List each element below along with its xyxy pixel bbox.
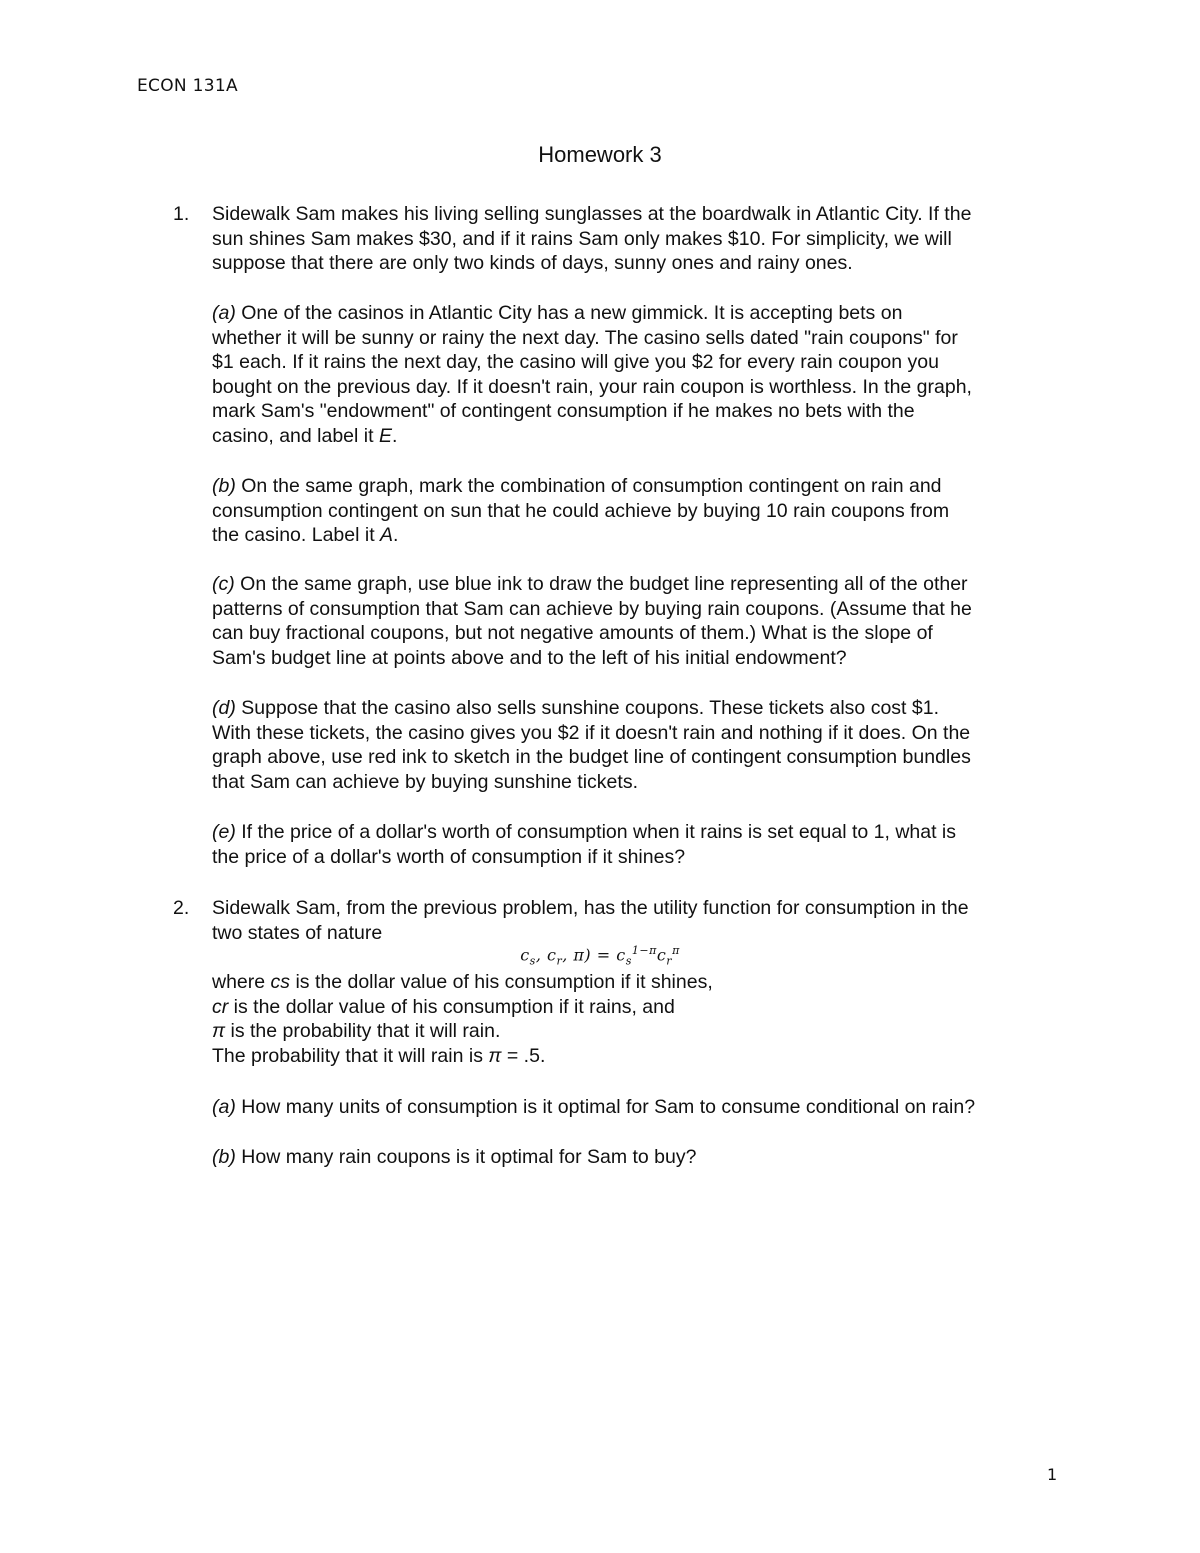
part-e [212,820,1072,869]
part-label: (a) [212,302,236,324]
formula-var: cr [212,995,229,1018]
text-line: that Sam can achieve by buying sunshine tickets. [212,770,638,793]
text-segment: On the same graph, mark the combination of consumption contingent on rain and [235,475,942,497]
text-line: $1 each. If it rains the next day, the casino will give you $2 for every rain coupon you [212,351,939,373]
text-line [212,1019,1072,1044]
text-segment: If the price of a dollar's worth of consumption when it rains is set equal to 1, what is [235,821,957,843]
text-segment: is the dollar value of his consumption if it rains, and [228,995,675,1018]
part-b [212,474,1072,548]
text-line: consumption contingent on sun that he could achieve by buying 10 rain coupons from [212,499,950,522]
part-label: (a) [212,1096,236,1118]
text-line: bought on the previous day. If it doesn't rain, your rain coupon is worthless. In the graph, [212,375,972,398]
text-segment: On the same graph, use blue ink to draw the budget line representing all of the other [234,573,968,595]
text-line: two states of nature [212,921,383,944]
text-line: mark Sam's "endowment" of contingent consumption if he makes no bets with the [212,400,915,422]
part-d [212,696,1072,794]
formula-var: π [573,945,585,965]
formula-sub: s [529,954,536,968]
q2-part-b [212,1145,1072,1170]
formula-var: c [656,945,667,965]
text-segment: casino, and label it [212,424,379,447]
text-line [212,1095,1072,1120]
part-label: (b) [212,475,236,497]
point-label: A [380,524,394,546]
formula-exp: π [672,944,680,957]
formula-var: π [488,1044,502,1067]
text-line [212,696,1072,721]
formula-definitions [212,970,1072,1068]
text-line [212,1044,1072,1069]
formula-sub: r [556,954,563,968]
text-line: With these tickets, the casino gives you $2 if it doesn't rain and nothing if it does. On the [212,721,971,744]
text-line: Sam's budget line at points above and to the left of his initial endowment? [212,646,847,669]
formula-var: c [520,945,530,965]
text-line: Sidewalk Sam makes his living selling sunglasses at the boardwalk in Atlantic City. If the [212,203,972,225]
part-a [212,301,1072,448]
formula-var: π [212,1020,226,1042]
text-line: suppose that there are only two kinds of days, sunny ones and rainy ones. [212,252,853,274]
part-label: (d) [212,697,236,719]
formula-sub: r [666,954,673,968]
text-line [212,424,1072,449]
text-segment: Suppose that the casino also sells sunshine coupons. These tickets also cost $1. [235,697,939,719]
document-title: Homework 3 [538,142,662,167]
text-line: whether it will be sunny or rainy the next day. The casino sells dated "rain coupons" for [212,326,958,349]
text-segment: How many units of consumption is it optimal for Sam to consume conditional on rain? [235,1096,976,1118]
text-line: sun shines Sam makes $30, and if it rains Sam only makes $10. For simplicity, we will [212,227,952,250]
formula-var: c [616,945,626,965]
text-segment: One of the casinos in Atlantic City has a new gimmick. It is accepting bets on [235,302,903,324]
part-label: (e) [212,821,236,843]
text-line: graph above, use red ink to sketch in the budget line of contingent consumption bundles [212,746,971,768]
formula-exp: 1−π [631,944,657,957]
text-segment: = .5. [501,1044,546,1067]
formula-var: c [547,945,557,965]
text-segment: . [391,424,398,447]
text-line: patterns of consumption that Sam can achieve by buying rain coupons. (Assume that he [212,597,972,620]
text-line [212,474,1072,499]
text-line: can buy fractional coupons, but not negative amounts of them.) What is the slope of [212,622,933,644]
course-header: ECON 131A [137,76,238,96]
text-line [212,572,1072,597]
text-line [212,301,1072,326]
text-line: Sidewalk Sam, from the previous problem, has the utility function for consumption in the [212,897,969,919]
text-segment: is the dollar value of his consumption if it shines, [290,971,713,993]
text-segment: where [212,971,271,993]
part-label: (c) [212,573,235,595]
text-segment: The probability that it will rain is [212,1044,489,1067]
text-line [212,523,1072,548]
question-intro [212,202,1072,276]
text-line [212,970,1072,995]
text-segment: is the probability that it will rain. [225,1020,501,1042]
question-number: 1. [173,203,190,225]
text-segment: the casino. Label it [212,524,381,546]
part-c [212,572,1072,670]
part-label: (b) [212,1146,236,1168]
text-line: the price of a dollar's worth of consumption if it shines? [212,845,686,868]
formula-sub: s [625,954,632,968]
point-label: E [378,424,392,447]
q2-part-a [212,1095,1072,1120]
text-line [212,1145,1072,1170]
utility-formula: $c_s$, $c_r$, $\pi) = c_s^{1-\pi}c_r^\pi$ [520,944,680,968]
text-line [212,995,1072,1020]
page-number: 1 [1047,1465,1058,1484]
formula-var: cs [270,971,291,993]
text-line [212,820,1072,845]
text-segment: How many rain coupons is it optimal for Sam to buy? [235,1146,697,1168]
question-intro [212,896,1072,945]
text-segment: . [393,524,399,546]
question-number: 2. [173,897,190,919]
